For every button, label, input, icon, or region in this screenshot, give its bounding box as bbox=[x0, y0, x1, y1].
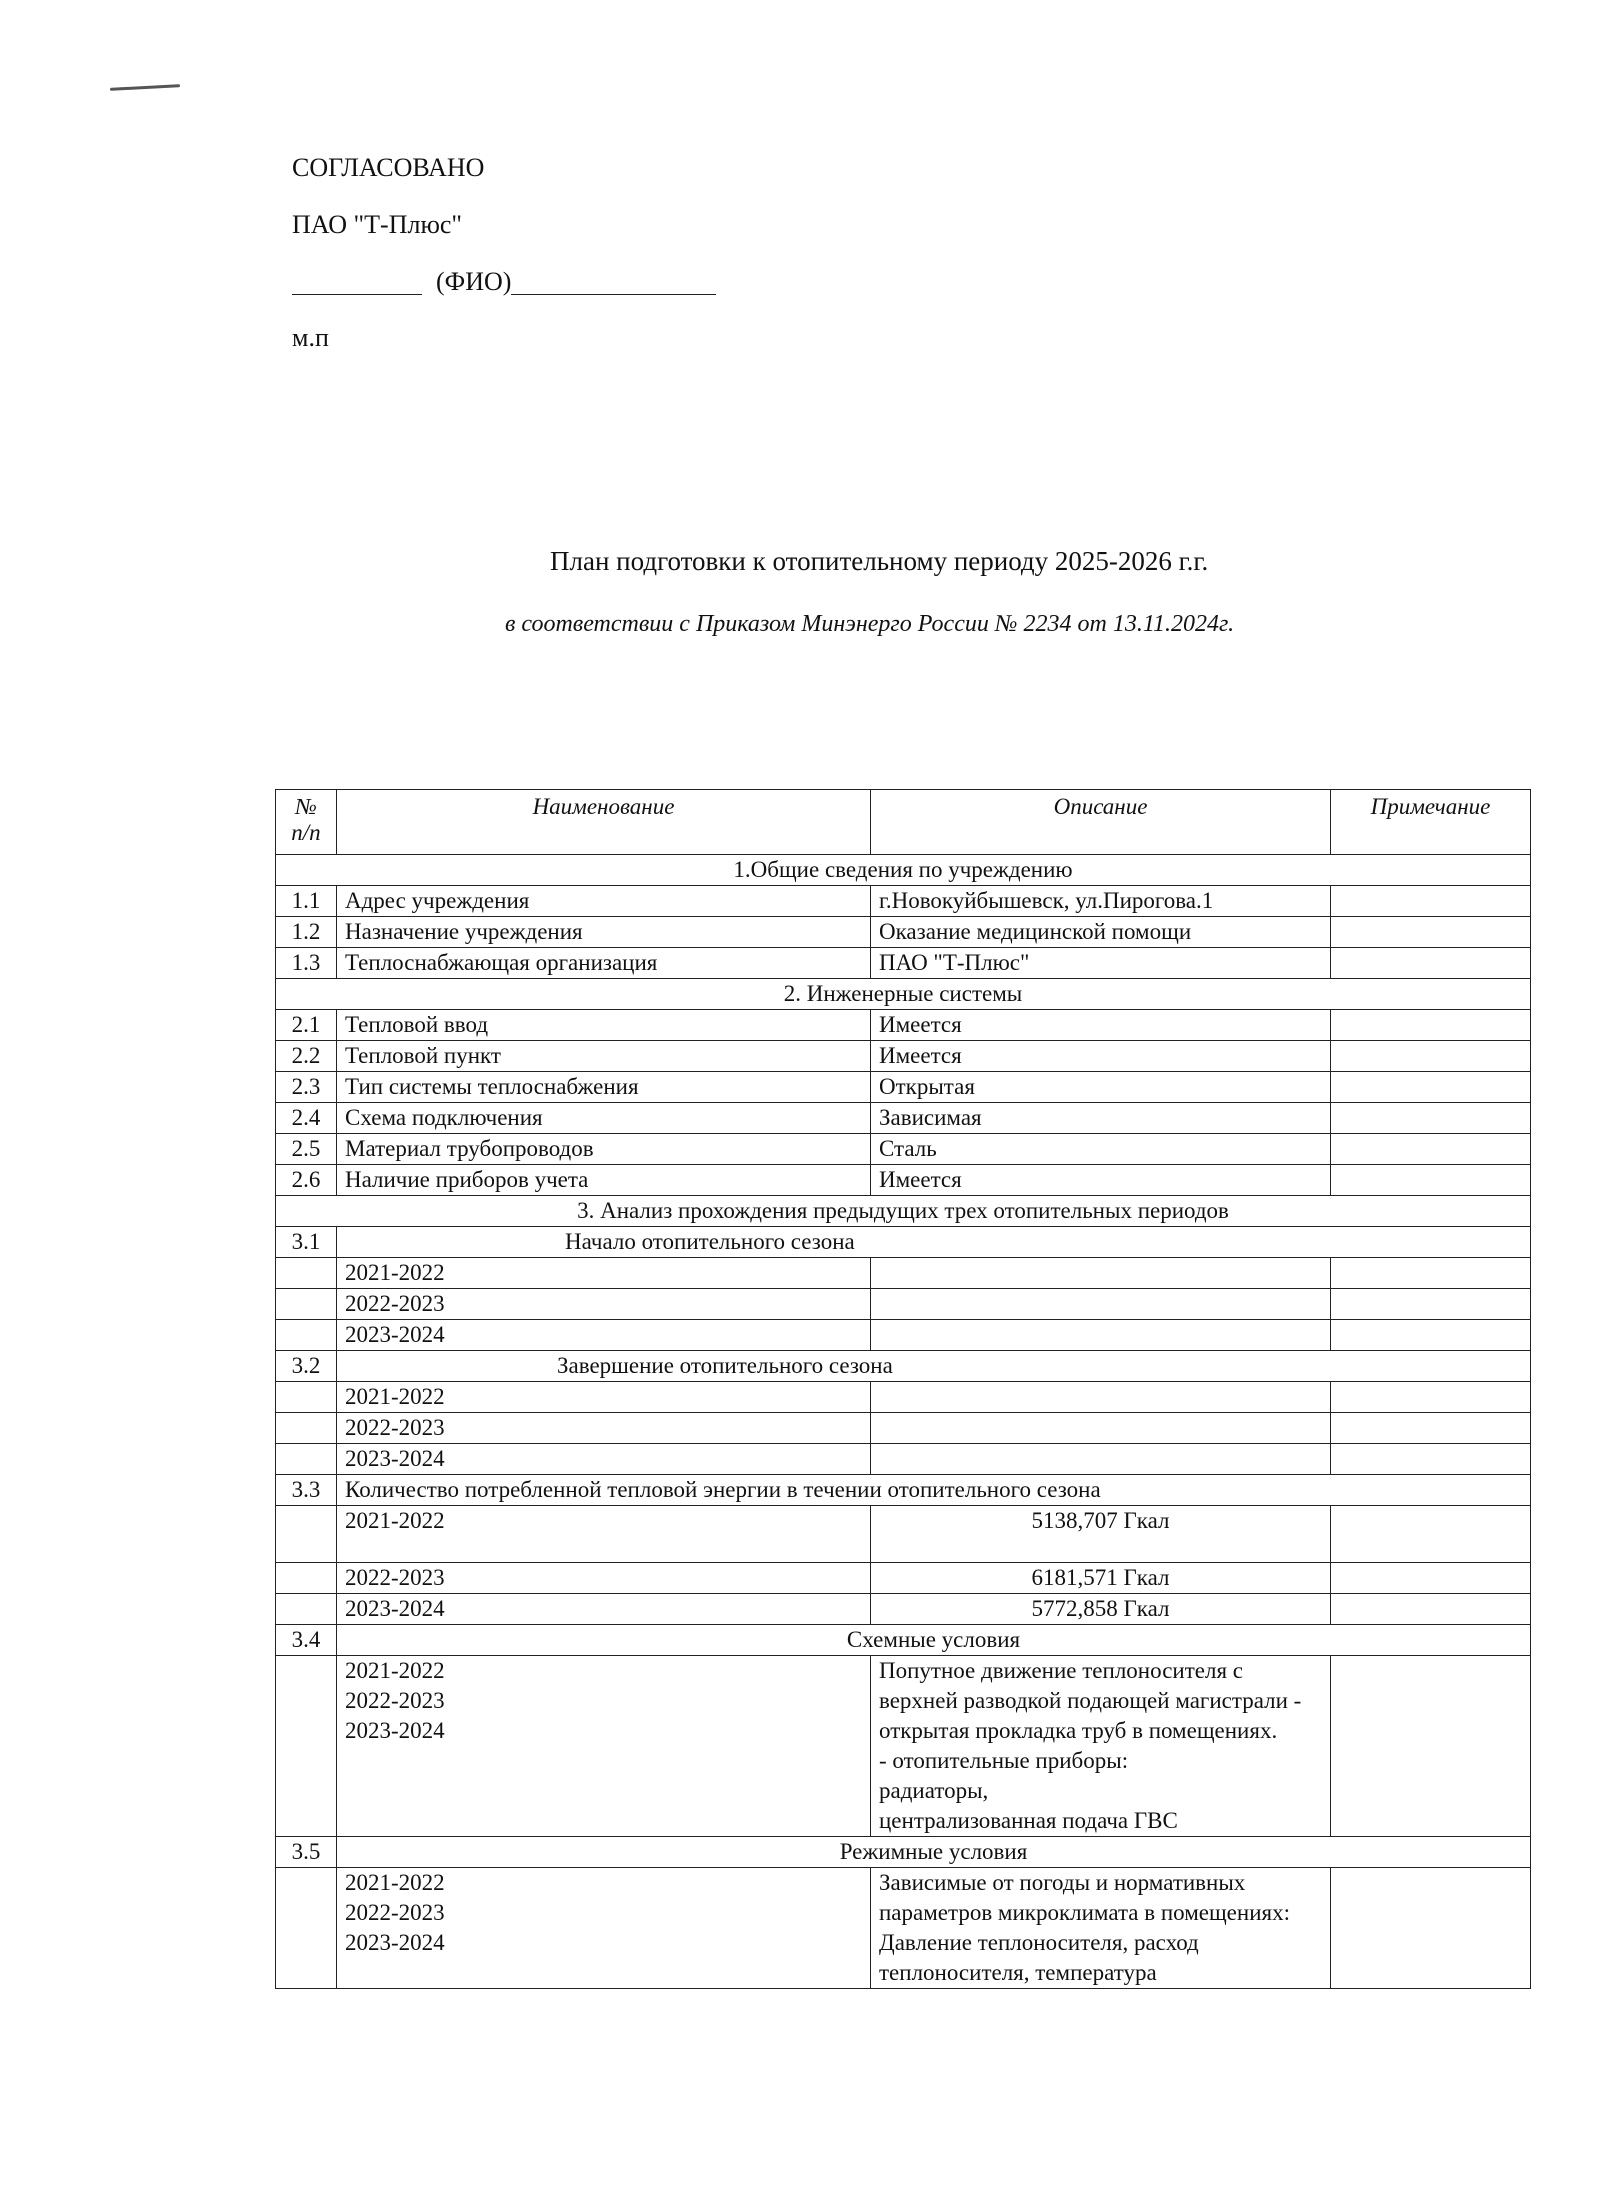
row-note bbox=[1331, 1868, 1531, 1989]
row-period: 2022-2023 bbox=[337, 1289, 871, 1320]
table-row bbox=[276, 1134, 1531, 1165]
row-name: Схема подключения bbox=[337, 1103, 871, 1134]
approval-block bbox=[292, 155, 716, 351]
row-name: Материал трубопроводов bbox=[337, 1134, 871, 1165]
row-description: ПАО "Т-Плюс" bbox=[871, 948, 1331, 979]
row-consumption: 5138,707 Гкал bbox=[871, 1506, 1331, 1563]
table-row bbox=[276, 1868, 1531, 1989]
table-row bbox=[276, 1072, 1531, 1103]
row-period: 2021-2022 bbox=[337, 1258, 871, 1289]
subsection-title: Режимные условия bbox=[337, 1837, 1531, 1868]
row-note bbox=[1331, 948, 1531, 979]
preparation-plan-table bbox=[275, 789, 1531, 1989]
row-note bbox=[1331, 1134, 1531, 1165]
row-num: 1.1 bbox=[276, 886, 337, 917]
row-periods: 2021-2022 2022-2023 2023-2024 bbox=[337, 1868, 871, 1989]
table-row bbox=[276, 1041, 1531, 1072]
row-description: Имеется bbox=[871, 1010, 1331, 1041]
row-num bbox=[276, 1656, 337, 1837]
approval-organization: ПАО "Т-Плюс" bbox=[292, 210, 463, 239]
row-mode-description: Зависимые от погоды и нормативных параметров микроклимата в помещениях: Давление теплоносителя, расход теплоносителя, температура bbox=[871, 1868, 1331, 1989]
subsection-num: 3.4 bbox=[276, 1625, 337, 1656]
document-title: План подготовки к отопительному периоду 2025-2026 г.г. bbox=[550, 546, 1209, 576]
row-num: 2.3 bbox=[276, 1072, 337, 1103]
row-name: Наличие приборов учета bbox=[337, 1165, 871, 1196]
row-note bbox=[1331, 1413, 1531, 1444]
section-1-title: 1.Общие сведения по учреждению bbox=[276, 855, 1531, 886]
table-row bbox=[276, 1506, 1531, 1563]
row-num: 2.5 bbox=[276, 1134, 337, 1165]
row-num: 2.2 bbox=[276, 1041, 337, 1072]
subsection-title bbox=[337, 1351, 1531, 1382]
subsection-title bbox=[337, 1227, 1531, 1258]
table-row bbox=[276, 1594, 1531, 1625]
approval-title: СОГЛАСОВАНО bbox=[292, 153, 485, 182]
subsection-num: 3.2 bbox=[276, 1351, 337, 1382]
fio-label: (ФИО) bbox=[436, 267, 512, 296]
row-description bbox=[871, 1289, 1331, 1320]
subsection-row bbox=[276, 1837, 1531, 1868]
row-name: Тепловой пункт bbox=[337, 1041, 871, 1072]
subsection-title-text: Начало отопительного сезона bbox=[565, 1229, 855, 1254]
row-description bbox=[871, 1320, 1331, 1351]
row-name: Назначение учреждения bbox=[337, 917, 871, 948]
row-num bbox=[276, 1594, 337, 1625]
row-num: 2.1 bbox=[276, 1010, 337, 1041]
row-num bbox=[276, 1258, 337, 1289]
row-description: Зависимая bbox=[871, 1103, 1331, 1134]
table-row bbox=[276, 1413, 1531, 1444]
section-row bbox=[276, 1196, 1531, 1227]
table-row bbox=[276, 1382, 1531, 1413]
subsection-title: Количество потребленной тепловой энергии в течении отопительного сезона bbox=[337, 1475, 1531, 1506]
row-period: 2021-2022 bbox=[337, 1382, 871, 1413]
table-row bbox=[276, 1165, 1531, 1196]
row-note bbox=[1331, 1444, 1531, 1475]
row-note bbox=[1331, 917, 1531, 948]
subsection-row bbox=[276, 1475, 1531, 1506]
row-num: 1.2 bbox=[276, 917, 337, 948]
section-2-title: 2. Инженерные системы bbox=[276, 979, 1531, 1010]
row-num bbox=[276, 1320, 337, 1351]
row-note bbox=[1331, 1382, 1531, 1413]
subsection-row bbox=[276, 1351, 1531, 1382]
row-num bbox=[276, 1382, 337, 1413]
row-note bbox=[1331, 1563, 1531, 1594]
row-period: 2023-2024 bbox=[337, 1320, 871, 1351]
row-period: 2022-2023 bbox=[337, 1413, 871, 1444]
row-description: Открытая bbox=[871, 1072, 1331, 1103]
signature-line bbox=[292, 269, 716, 295]
row-num bbox=[276, 1868, 337, 1989]
subsection-num: 3.3 bbox=[276, 1475, 337, 1506]
table-row bbox=[276, 886, 1531, 917]
signature-blank bbox=[292, 272, 422, 295]
row-note bbox=[1331, 1041, 1531, 1072]
header-name: Наименование bbox=[337, 790, 871, 855]
row-num bbox=[276, 1444, 337, 1475]
section-row bbox=[276, 979, 1531, 1010]
row-period: 2021-2022 bbox=[337, 1506, 871, 1563]
table-row bbox=[276, 1656, 1531, 1837]
row-num bbox=[276, 1563, 337, 1594]
table-row bbox=[276, 1563, 1531, 1594]
row-note bbox=[1331, 1258, 1531, 1289]
row-num: 1.3 bbox=[276, 948, 337, 979]
table-row bbox=[276, 1103, 1531, 1134]
row-name: Теплоснабжающая организация bbox=[337, 948, 871, 979]
row-description: г.Новокуйбышевск, ул.Пирогова.1 bbox=[871, 886, 1331, 917]
row-note bbox=[1331, 1506, 1531, 1563]
fio-blank bbox=[511, 272, 716, 295]
row-description: Имеется bbox=[871, 1041, 1331, 1072]
table-row bbox=[276, 1289, 1531, 1320]
section-3-title: 3. Анализ прохождения предыдущих трех отопительных периодов bbox=[276, 1196, 1531, 1227]
row-note bbox=[1331, 886, 1531, 917]
table-header-row bbox=[276, 790, 1531, 855]
row-note bbox=[1331, 1320, 1531, 1351]
row-description: Оказание медицинской помощи bbox=[871, 917, 1331, 948]
stamp-place-label: м.п bbox=[292, 323, 329, 352]
row-note bbox=[1331, 1072, 1531, 1103]
table-row bbox=[276, 948, 1531, 979]
table-row bbox=[276, 917, 1531, 948]
row-note bbox=[1331, 1103, 1531, 1134]
header-num: № п/п bbox=[276, 790, 337, 855]
section-row bbox=[276, 855, 1531, 886]
subsection-title-text: Завершение отопительного сезона bbox=[557, 1353, 893, 1378]
row-note bbox=[1331, 1594, 1531, 1625]
row-periods: 2021-2022 2022-2023 2023-2024 bbox=[337, 1656, 871, 1837]
row-name: Адрес учреждения bbox=[337, 886, 871, 917]
subsection-row bbox=[276, 1227, 1531, 1258]
row-name: Тепловой ввод bbox=[337, 1010, 871, 1041]
row-scheme-description: Попутное движение теплоносителя с верхней разводкой подающей магистрали - открытая прокладка труб в помещениях. - отопительные приборы: радиаторы, централизованная подача ГВС bbox=[871, 1656, 1331, 1837]
row-num bbox=[276, 1289, 337, 1320]
row-period: 2022-2023 bbox=[337, 1563, 871, 1594]
subsection-title: Схемные условия bbox=[337, 1625, 1531, 1656]
row-note bbox=[1331, 1165, 1531, 1196]
row-note bbox=[1331, 1289, 1531, 1320]
row-num bbox=[276, 1506, 337, 1563]
row-num bbox=[276, 1413, 337, 1444]
table-row bbox=[276, 1010, 1531, 1041]
row-name: Тип системы теплоснабжения bbox=[337, 1072, 871, 1103]
subsection-num: 3.1 bbox=[276, 1227, 337, 1258]
row-description: Имеется bbox=[871, 1165, 1331, 1196]
scan-artifact-mark bbox=[110, 84, 180, 91]
row-note bbox=[1331, 1656, 1531, 1837]
row-num: 2.4 bbox=[276, 1103, 337, 1134]
row-period: 2023-2024 bbox=[337, 1444, 871, 1475]
row-description bbox=[871, 1413, 1331, 1444]
row-description bbox=[871, 1382, 1331, 1413]
document-subtitle: в соответствии с Приказом Минэнерго России № 2234 от 13.11.2024г. bbox=[505, 611, 1235, 637]
row-description bbox=[871, 1444, 1331, 1475]
table-row bbox=[276, 1258, 1531, 1289]
row-num: 2.6 bbox=[276, 1165, 337, 1196]
row-description: Сталь bbox=[871, 1134, 1331, 1165]
row-description bbox=[871, 1258, 1331, 1289]
row-consumption: 5772,858 Гкал bbox=[871, 1594, 1331, 1625]
subsection-num: 3.5 bbox=[276, 1837, 337, 1868]
table-row bbox=[276, 1320, 1531, 1351]
row-note bbox=[1331, 1010, 1531, 1041]
row-period: 2023-2024 bbox=[337, 1594, 871, 1625]
table-row bbox=[276, 1444, 1531, 1475]
header-description: Описание bbox=[871, 790, 1331, 855]
row-consumption: 6181,571 Гкал bbox=[871, 1563, 1331, 1594]
subsection-row bbox=[276, 1625, 1531, 1656]
header-note: Примечание bbox=[1331, 790, 1531, 855]
